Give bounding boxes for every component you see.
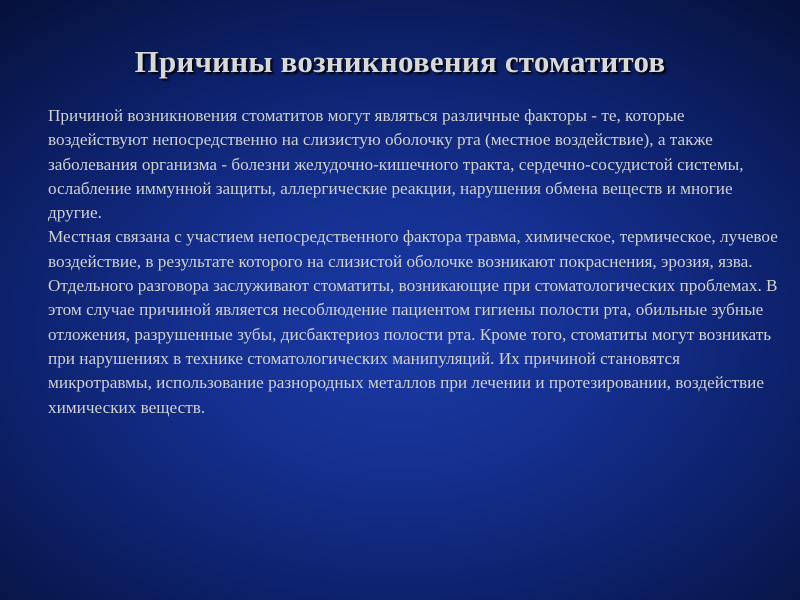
slide-title: Причины возникновения стоматитов bbox=[134, 44, 666, 79]
slide-body bbox=[48, 104, 778, 420]
paragraph-dental-problems: Отдельного разговора заслуживают стоматиты, возникающие при стоматологических проблемах. В этом случае причиной является несоблюдение пациентом гигиены полости рта, обильные зубные отложения, разрушенные зубы, дисбактериоз полости рта. Кроме того, стоматиты могут возникать при нарушениях в технике стоматологических манипуляций. Их причиной становятся микротравмы, использование разнородных металлов при лечении и протезировании, воздействие химических веществ. bbox=[48, 276, 778, 417]
paragraph-causes: Причиной возникновения стоматитов могут являться различные факторы - те, которые воздействуют непосредственно на слизистую оболочку рта (местное воздействие), а также заболевания организма - болезни желудочно-кишечного тракта, сердечно-сосудистой системы, ослабление иммунной защиты, аллергические реакции, нарушения обмена веществ и многие другие. bbox=[48, 106, 744, 223]
paragraph-local-factors: Местная связана с участием непосредственного фактора травма, химическое, термическое, лучевое воздействие, в результате которого на слизистой оболочке возникают покраснения, эрозия, язва. bbox=[48, 227, 778, 271]
